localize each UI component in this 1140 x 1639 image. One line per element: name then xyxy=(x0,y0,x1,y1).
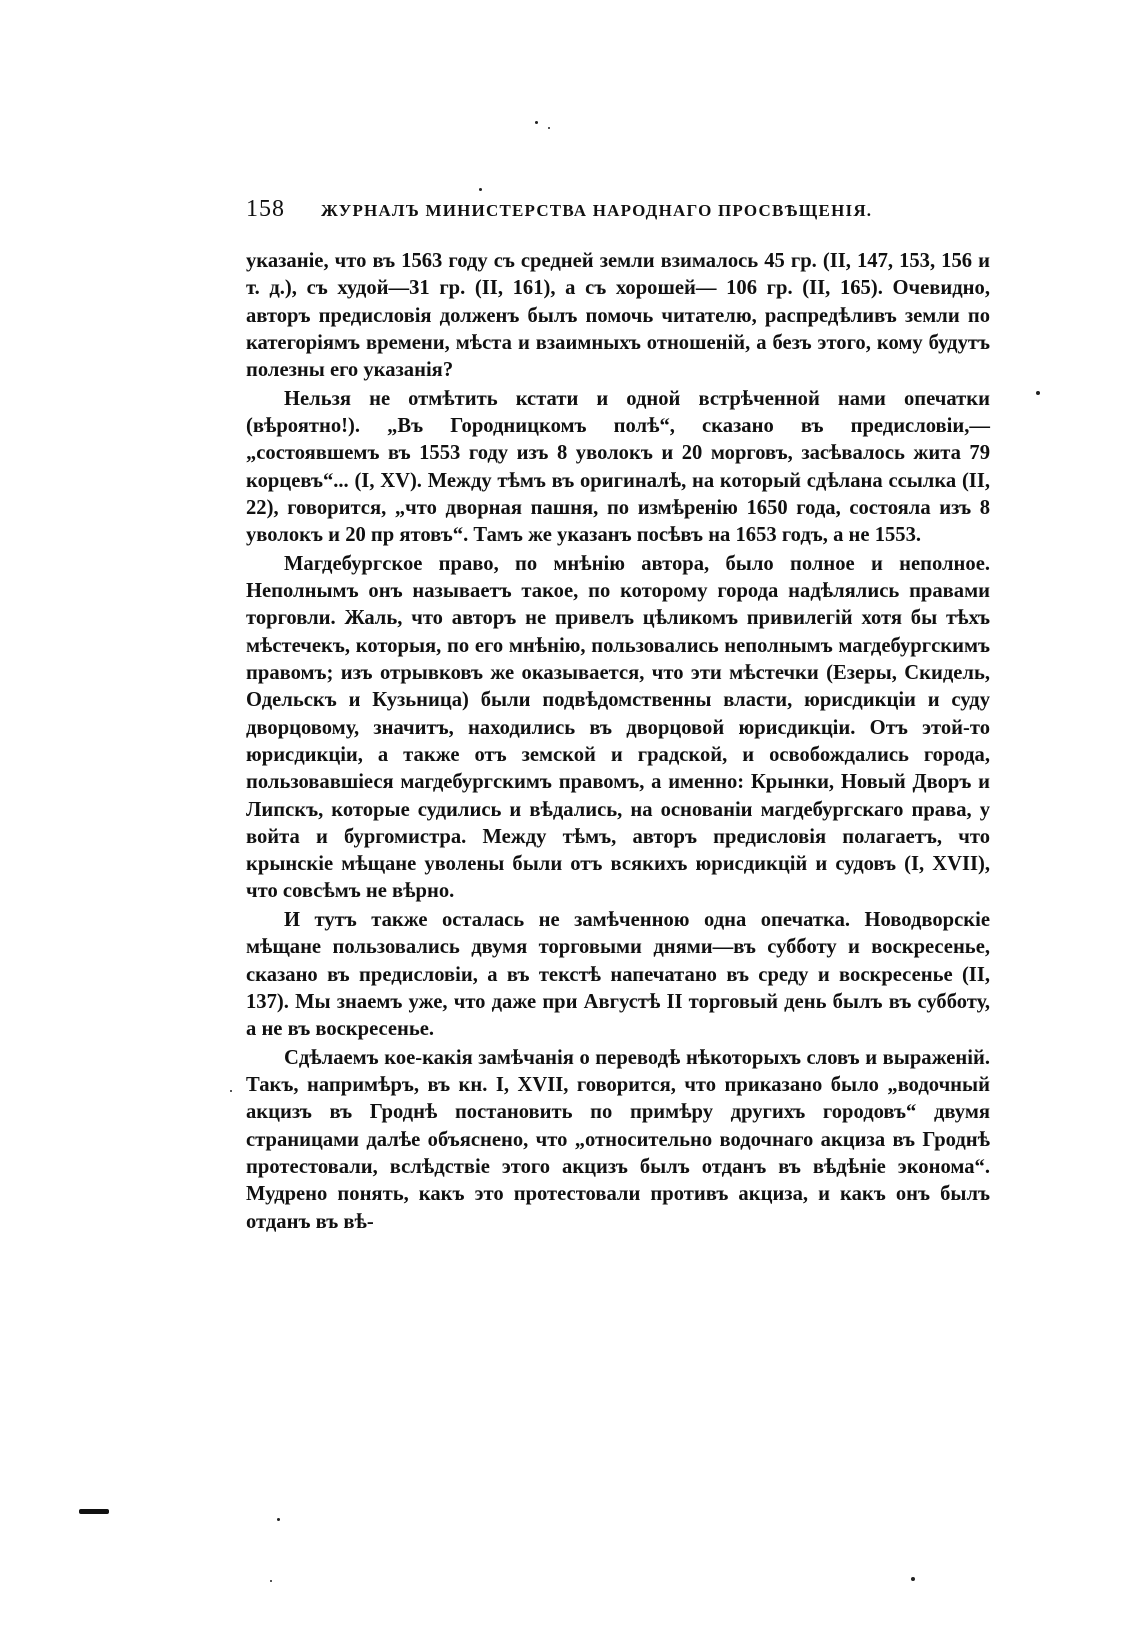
page-number: 158 xyxy=(246,196,285,222)
paragraph-1: указаніе, что въ 1563 году съ средней земли взималось 45 гр. (II, 147, 153, 156 и т. д.), съ худой—31 гр. (II, 161), а съ хорошей— 106 гр. (II, 165). Очевидно, авторъ предисловія долженъ былъ помочь читателю, распредѣливъ земли по категоріямъ времени, мѣста и взаимныхъ отношеній, а безъ этого, кому будутъ полезны его указанія? xyxy=(246,250,990,382)
paragraph-2: Нельзя не отмѣтить кстати и одной встрѣченной нами опечатки (вѣроятно!). „Въ Городницкомъ полѣ“, сказано въ предисловіи,—„состоявшемъ въ 1553 году изъ 8 уволокъ и 20 морговъ, засѣвалось жита 79 корцевъ“... (I, XV). Между тѣмъ въ оригиналѣ, на который сдѣлана ссылка (II, 22), говорится, „что дворная пашня, по измѣренію 1650 года, состояла изъ 8 уволокъ и 20 пр ятовъ“. Тамъ же указанъ посѣвъ на 1653 годъ, а не 1553. xyxy=(246,387,990,547)
scan-speck xyxy=(270,1580,272,1582)
scan-speck xyxy=(535,121,538,124)
scan-speck xyxy=(479,188,482,191)
body-text xyxy=(246,248,990,1237)
running-head: ЖУРНАЛЪ МИНИСТЕРСТВА НАРОДНАГО ПРОСВѢЩЕНІЯ. xyxy=(321,201,873,220)
scan-speck xyxy=(1036,391,1040,395)
scan-speck xyxy=(911,1577,915,1581)
paragraph-5: Сдѣлаемъ кое-какія замѣчанія о переводѣ нѣкоторыхъ словъ и выраженій. Такъ, напримѣръ, въ кн. I, XVII, говорится, что приказано было „водочный акцизъ въ Гроднѣ постановить по примѣру другихъ городовъ“ двумя страницами далѣе объяснено, что „относительно водочнаго акциза въ Гроднѣ протестовали, вслѣдствіе этого акцизъ былъ отданъ въ вѣдѣніе эконома“. Мудрено понять, какъ это протестовали противъ акциза, и какъ онъ былъ отданъ въ вѣ- xyxy=(246,1046,990,1233)
scan-mark xyxy=(79,1509,109,1514)
paragraph-4: И тутъ также осталась не замѣченною одна опечатка. Новодворскіе мѣщане пользовались двумя торговыми днями—въ субботу и воскресенье, сказано въ предисловіи, а въ текстѣ напечатано въ среду и воскресенье (II, 137). Мы знаемъ уже, что даже при Августѣ II торговый день былъ въ субботу, а не въ воскресенье. xyxy=(246,909,990,1041)
scan-speck xyxy=(548,127,550,129)
scan-speck xyxy=(277,1518,280,1521)
paragraph-3: Магдебургское право, по мнѣнію автора, было полное и неполное. Неполнымъ онъ называетъ такое, по которому города надѣлялись правами торговли. Жаль, что авторъ не привелъ цѣликомъ привилегій хотя бы тѣхъ мѣстечекъ, которыя, по его мнѣнію, пользовались неполнымъ магдебургскимъ правомъ; изъ отрывковъ же оказывается, что эти мѣстечки (Езеры, Скидель, Одельскъ и Кузьница) были подвѣдомственны власти, юрисдикціи и суду дворцовому, значитъ, находились въ дворцовой юрисдикціи. Отъ этой-то юрисдикціи, а также отъ земской и градской, и освобождались города, пользовавшіеся магдебургскимъ правомъ, а именно: Крынки, Новый Дворъ и Липскъ, которые судились и вѣдались, на основаніи магдебургскаго права, у войта и бургомистра. Между тѣмъ, авторъ предисловія полагаетъ, что крынскіе мѣщане уволены были отъ всякихъ юрисдикцій и судовъ (I, XVII), что совсѣмъ не вѣрно. xyxy=(246,552,990,903)
page-header xyxy=(246,196,986,230)
scan-speck xyxy=(230,1090,232,1092)
